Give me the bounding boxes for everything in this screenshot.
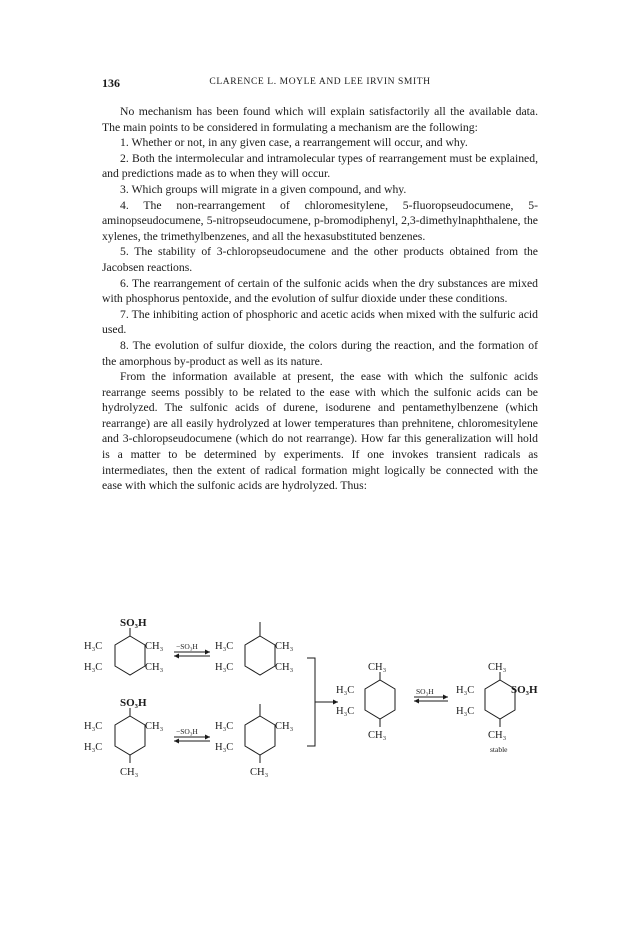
arrow-head	[205, 650, 210, 655]
substituent-label: H₃C	[215, 742, 234, 753]
substituent-label: CH₃	[145, 662, 164, 673]
benzene-ring	[115, 716, 145, 755]
substituent-label: CH₃	[368, 730, 387, 741]
substituent-label: CH₃	[275, 641, 294, 652]
page-number: 136	[102, 76, 120, 90]
arrow-head	[414, 699, 419, 704]
running-title: CLARENCE L. MOYLE AND LEE IRVIN SMITH	[209, 77, 431, 87]
list-item-2: 2. Both the intermolecular and intramolecular types of rearrangement must be explained, and predictions made as to when they will occur.	[102, 151, 538, 181]
arrow-head	[174, 654, 179, 659]
substituent-label: SO₃H	[511, 684, 538, 696]
benzene-ring	[365, 680, 395, 719]
list-item-6: 6. The rearrangement of certain of the sulfonic acids when the dry substances are mixed with phosphorus pentoxide, and the evolution of sulfur dioxide under these conditions.	[102, 276, 538, 306]
reagent-label: SO₃H	[416, 687, 434, 696]
benzene-ring	[245, 716, 275, 755]
reaction-scheme	[80, 618, 550, 793]
list-item-4: 4. The non-rearrangement of chloromesitylene, 5-fluoropseudocumene, 5-aminopseudocumene, 5-nitropseudocumene, p-bromodiphenyl, 2,3-dimethylnaphthalene, the xylenes, the trimethylbenzenes, and all the hexasubstituted benzenes.	[102, 198, 538, 243]
arrow-head	[205, 735, 210, 740]
substituent-label: CH₃	[145, 721, 164, 732]
substituent-label: H₃C	[84, 721, 103, 732]
list-item-7: 7. The inhibiting action of phosphoric and acetic acids when mixed with the sulfuric acid used.	[102, 307, 538, 337]
substituent-label: CH₃	[368, 662, 387, 673]
substituent-label: CH₃	[275, 721, 294, 732]
substituent-label: CH₃	[275, 662, 294, 673]
stable-label: stable	[490, 745, 508, 754]
reagent-label: −SO₃H	[176, 642, 198, 651]
substituent-label: CH₃	[488, 662, 507, 673]
list-item-3: 3. Which groups will migrate in a given compound, and why.	[120, 182, 407, 196]
paragraph-intro: No mechanism has been found which will explain satisfactorily all the available data. The main points to be considered in formulating a mechanism are the following:	[102, 105, 538, 134]
substituent-label: H₃C	[336, 685, 355, 696]
substituent-label: CH₃	[145, 641, 164, 652]
arrow-head	[174, 739, 179, 744]
list-item-5: 5. The stability of 3-chloropseudocumene and the other products obtained from the Jacobsen reactions.	[102, 245, 538, 274]
arrow-head	[333, 700, 338, 705]
substituent-label: H₃C	[84, 641, 103, 652]
substituent-label: H₃C	[456, 685, 475, 696]
substituent-label: H₃C	[456, 706, 475, 717]
substituent-label: H₃C	[215, 721, 234, 732]
bracket	[307, 658, 315, 746]
substituent-label: SO₃H	[120, 618, 147, 629]
substituent-label: H₃C	[84, 742, 103, 753]
reagent-label: −SO₃H	[176, 727, 198, 736]
paragraph-hydrolysis: From the information available at present, the ease with which the sulfonic acids rearrange seems possibly to be related to the ease with which the sulfonic acids can be hydrolyzed. The sulfonic acids of durene, isodurene and pentamethylbenzene (which rearrange) are all easily hydrolyzed at lower temperatures than prehnitene, chloromesitylene and 3-chloropseudocumene (which do not rearrange). How far this generalization will hold is a matter to be determined by experiments. If one invokes transient radicals as intermediates, then the extent of radical formation might logically be connected with the ease with which the sulfonic acids are hydrolyzed. Thus:	[102, 370, 538, 493]
arrow-head	[443, 695, 448, 700]
benzene-ring	[245, 636, 275, 675]
substituent-label: H₃C	[215, 662, 234, 673]
substituent-label: H₃C	[336, 706, 355, 717]
substituent-label: CH₃	[488, 730, 507, 741]
running-header	[102, 76, 538, 90]
body-text	[102, 104, 538, 494]
list-item-1: 1. Whether or not, in any given case, a rearrangement will occur, and why.	[120, 136, 468, 150]
substituent-label: SO₃H	[120, 697, 147, 709]
list-item-8: 8. The evolution of sulfur dioxide, the colors during the reaction, and the formation of the amorphous by-product as well as its nature.	[102, 338, 538, 368]
benzene-ring	[115, 636, 145, 675]
substituent-label: CH₃	[250, 767, 269, 778]
substituent-label: H₃C	[215, 641, 234, 652]
substituent-label: H₃C	[84, 662, 103, 673]
substituent-label: CH₃	[120, 767, 139, 778]
